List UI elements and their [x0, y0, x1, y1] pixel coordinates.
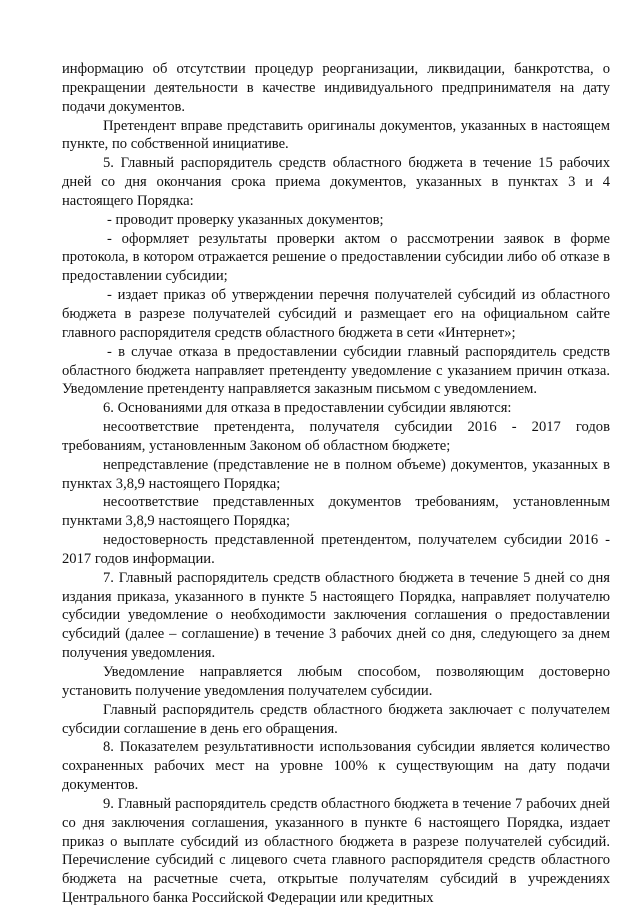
paragraph-7-notice: Уведомление направляется любым способом, позволяющим достоверно установить получение уведомления получателем субсидии.: [62, 664, 610, 699]
paragraph-item-6: 6. Основаниями для отказа в предоставлении субсидии являются:: [103, 400, 512, 417]
list-item-protocol: - оформляет результаты проверки актом о рассмотрении заявок в форме протокола, в котором отражается решение о предоставлении субсидии либо об отказе в предоставлении субсидии;: [62, 230, 610, 285]
refusal-ground-missing-docs: непредставление (представление не в полном объеме) документов, указанных в пунктах 3,8,9 настоящего Порядка;: [62, 456, 610, 492]
refusal-ground-doc-mismatch: несоответствие представленных документов требованиям, установленным пунктами 3,8,9 настоящего Порядка;: [62, 494, 610, 530]
paragraph-7-agreement: Главный распорядитель средств областного бюджета заключает с получателем субсидии соглашение в день его обращения.: [62, 701, 610, 737]
paragraph-item-7: 7. Главный распорядитель средств областного бюджета в течение 5 дней со дня издания приказа, указанного в пункте 5 настоящего Порядка, направляет получателю субсидии уведомление о необходимости заключения соглашения о предоставлении субсидий (далее – соглашение) в течение 3 рабочих дней со дня, следующего за днем получения уведомления.: [62, 569, 610, 662]
list-item-refusal-notice: - в случае отказа в предоставлении субсидии главный распорядитель средств областного бюджета направляет претенденту уведомление с указанием причин отказа. Уведомление претенденту направляется заказным письмом с уведомлением.: [62, 343, 610, 398]
list-item-order: - издает приказ об утверждении перечня получателей субсидий из областного бюджета в разрезе получателей субсидий и размещает его на официальном сайте главного распорядителя средств областного бюджета в сети «Интернет»;: [62, 287, 610, 341]
paragraph-item-8: 8. Показателем результативности использования субсидии является количество сохраненных рабочих мест на уровне 100% к существующим на дату подачи документов.: [62, 739, 610, 794]
list-item-check-documents: - проводит проверку указанных документов;: [107, 211, 384, 228]
paragraph-applicant-right: Претендент вправе представить оригиналы документов, указанных в настоящем пункте, по собственной инициативе.: [62, 117, 610, 153]
refusal-ground-false-info: недостоверность представленной претендентом, получателем субсидии 2016 - 2017 годов информации.: [62, 532, 610, 567]
paragraph-item-9: 9. Главный распорядитель средств областного бюджета в течение 7 рабочих дней со дня заключения соглашения, указанного в пункте 6 настоящего Порядка, издает приказ о выплате субсидий из областного бюджета в разрезе получателей субсидий. Перечисление субсидий с лицевого счета главного распорядителя средств областного бюджета на расчетные счета, открытые получателям субсидий в учреждениях Центрального банка Российской Федерации или кредитных: [62, 795, 610, 907]
paragraph-item-5: 5. Главный распорядитель средств областного бюджета в течение 15 рабочих дней со дня окончания срока приема документов, указанных в пунктах 3 и 4 настоящего Порядка:: [62, 155, 610, 209]
refusal-ground-noncompliance: несоответствие претендента, получателя субсидии 2016 - 2017 годов требованиям, установленным Законом об областном бюджете;: [62, 419, 610, 454]
paragraph-continued-info: информацию об отсутствии процедур реорганизации, ликвидации, банкротства, о прекращении деятельности в качестве индивидуального предпринимателя на дату подачи документов.: [62, 61, 610, 115]
